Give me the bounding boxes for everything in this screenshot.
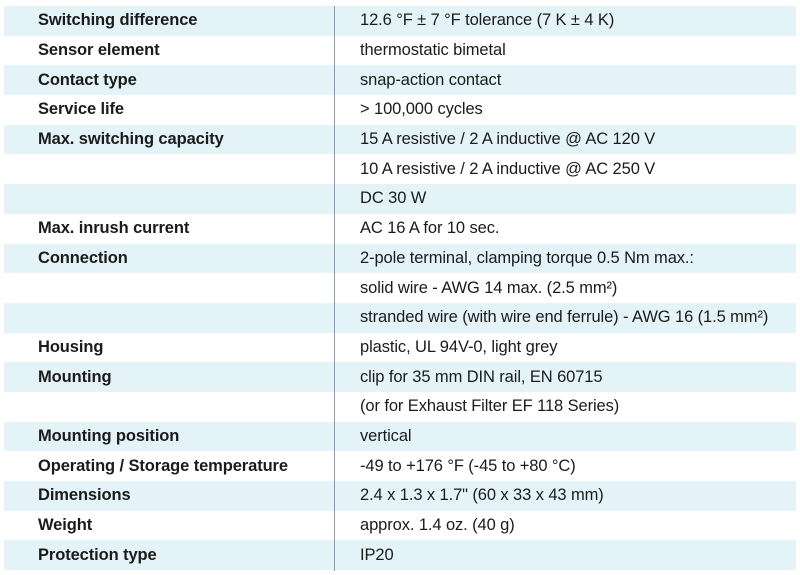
row-label: Weight	[38, 516, 93, 535]
table-row	[4, 125, 796, 155]
row-label: Sensor element	[38, 41, 160, 60]
row-label: Mounting	[38, 367, 112, 386]
row-value: 2-pole terminal, clamping torque 0.5 Nm max.:	[360, 248, 694, 267]
table-row	[4, 184, 796, 214]
row-label: Housing	[38, 337, 104, 356]
row-value: > 100,000 cycles	[360, 100, 483, 119]
row-value: (or for Exhaust Filter EF 118 Series)	[360, 397, 620, 416]
row-label: Operating / Storage temperature	[38, 456, 288, 475]
row-label: Max. inrush current	[38, 219, 190, 238]
row-value: solid wire - AWG 14 max. (2.5 mm²)	[360, 278, 618, 297]
row-value: thermostatic bimetal	[360, 41, 506, 60]
table-row	[4, 6, 796, 36]
table-row	[4, 303, 796, 333]
column-divider	[334, 6, 335, 571]
table-row	[4, 214, 796, 244]
row-label	[4, 392, 334, 422]
row-value: plastic, UL 94V-0, light grey	[360, 337, 558, 356]
table-row	[4, 333, 796, 363]
table-row	[4, 451, 796, 481]
row-label: Switching difference	[38, 11, 198, 30]
row-label: Protection type	[38, 545, 157, 564]
row-value: approx. 1.4 oz. (40 g)	[360, 516, 515, 535]
spec-table	[4, 6, 796, 570]
row-value: DC 30 W	[360, 189, 427, 208]
table-row	[4, 540, 796, 570]
row-value: AC 16 A for 10 sec.	[360, 219, 500, 238]
row-label: Connection	[38, 248, 128, 267]
row-value: 12.6 °F ± 7 °F tolerance (7 K ± 4 K)	[360, 11, 615, 30]
row-value: IP20	[360, 545, 394, 564]
row-label	[4, 303, 334, 333]
row-label	[4, 273, 334, 303]
table-row	[4, 95, 796, 125]
row-value: vertical	[360, 426, 412, 445]
table-row	[4, 154, 796, 184]
row-label	[4, 184, 334, 214]
table-row	[4, 65, 796, 95]
row-value: 10 A resistive / 2 A inductive @ AC 250 V	[360, 159, 656, 178]
row-label: Service life	[38, 100, 124, 119]
table-row	[4, 481, 796, 511]
row-value: 15 A resistive / 2 A inductive @ AC 120 V	[360, 130, 656, 149]
row-label: Dimensions	[38, 486, 131, 505]
row-value: -49 to +176 °F (-45 to +80 °C)	[360, 456, 576, 475]
row-value: clip for 35 mm DIN rail, EN 60715	[360, 367, 603, 386]
table-row	[4, 511, 796, 541]
row-label: Mounting position	[38, 426, 180, 445]
table-row	[4, 392, 796, 422]
row-label	[4, 154, 334, 184]
row-value: snap-action contact	[360, 70, 502, 89]
row-label: Max. switching capacity	[38, 130, 224, 149]
table-row	[4, 362, 796, 392]
row-value: 2.4 x 1.3 x 1.7" (60 x 33 x 43 mm)	[360, 486, 604, 505]
table-row	[4, 36, 796, 66]
table-row	[4, 244, 796, 274]
table-row	[4, 273, 796, 303]
row-label: Contact type	[38, 70, 137, 89]
row-value: stranded wire (with wire end ferrule) - AWG 16 (1.5 mm²)	[360, 308, 769, 327]
table-row	[4, 422, 796, 452]
